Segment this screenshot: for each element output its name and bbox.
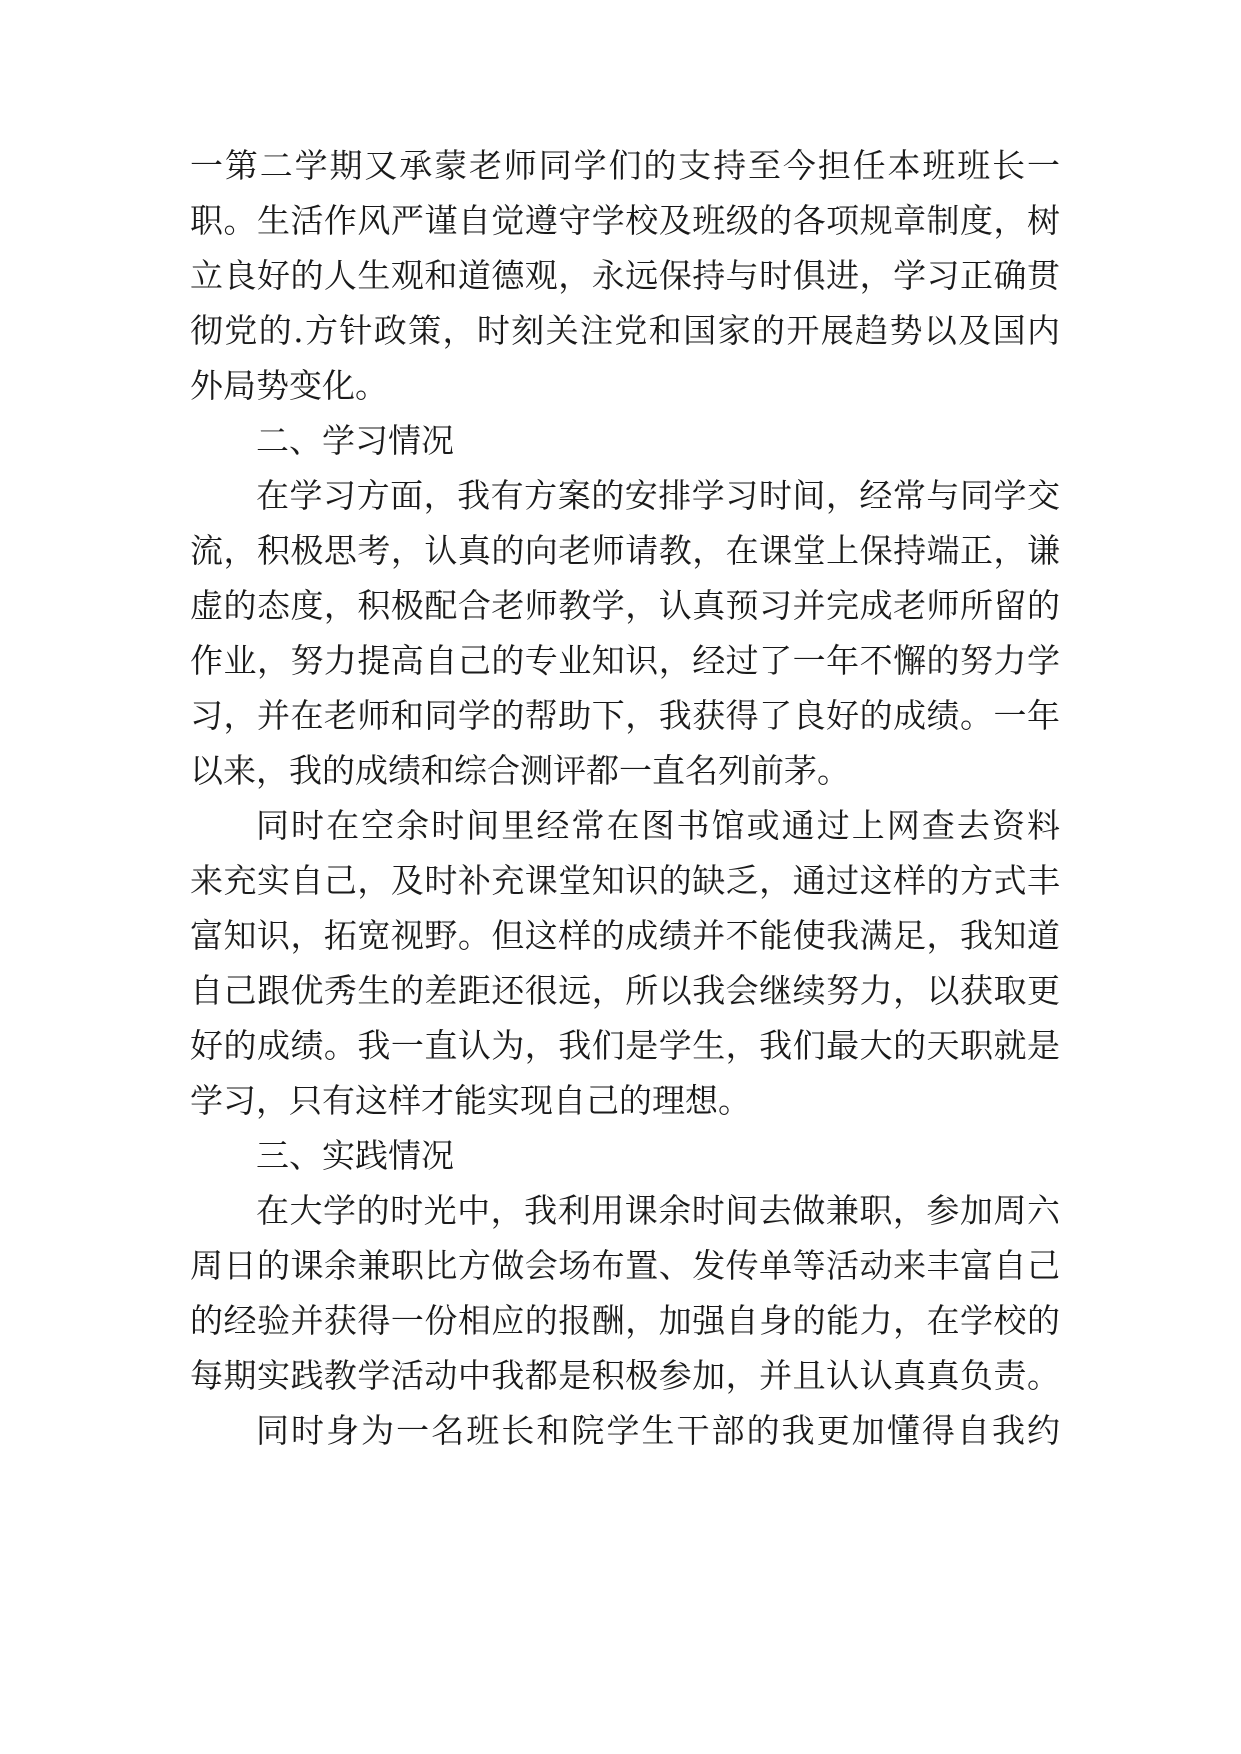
paragraph-3-line-5: 好的成绩。我一直认为，我们是学生，我们最大的天职就是 xyxy=(190,1026,1060,1065)
paragraph-4-line-1: 在大学的时光中，我利用课余时间去做兼职，参加周六 xyxy=(256,1191,1060,1230)
section-heading-practice: 三、实践情况 xyxy=(256,1136,454,1175)
paragraph-5-line-1: 同时身为一名班长和院学生干部的我更加懂得自我约 xyxy=(256,1411,1060,1450)
paragraph-3-line-1: 同时在空余时间里经常在图书馆或通过上网查去资料 xyxy=(256,806,1060,845)
paragraph-2-line-3: 虚的态度，积极配合老师教学，认真预习并完成老师所留的 xyxy=(190,586,1060,625)
paragraph-1-line-2: 职。生活作风严谨自觉遵守学校及班级的各项规章制度，树 xyxy=(190,201,1060,240)
paragraph-4-line-4: 每期实践教学活动中我都是积极参加，并且认认真真负责。 xyxy=(190,1356,1060,1395)
section-heading-study: 二、学习情况 xyxy=(256,421,454,460)
paragraph-2-line-1: 在学习方面，我有方案的安排学习时间，经常与同学交 xyxy=(256,476,1060,515)
paragraph-1-line-4: 彻党的.方针政策，时刻关注党和国家的开展趋势以及国内 xyxy=(190,311,1060,350)
paragraph-2-line-2: 流，积极思考，认真的向老师请教，在课堂上保持端正，谦 xyxy=(190,531,1060,570)
paragraph-1-line-5: 外局势变化。 xyxy=(190,366,388,405)
paragraph-2-line-5: 习，并在老师和同学的帮助下，我获得了良好的成绩。一年 xyxy=(190,696,1060,735)
paragraph-2-line-4: 作业，努力提高自己的专业知识，经过了一年不懈的努力学 xyxy=(190,641,1060,680)
paragraph-4-line-3: 的经验并获得一份相应的报酬，加强自身的能力，在学校的 xyxy=(190,1301,1060,1340)
paragraph-2-line-6: 以来，我的成绩和综合测评都一直名列前茅。 xyxy=(190,751,850,790)
paragraph-3-line-2: 来充实自己，及时补充课堂知识的缺乏，通过这样的方式丰 xyxy=(190,861,1060,900)
paragraph-3-line-3: 富知识，拓宽视野。但这样的成绩并不能使我满足，我知道 xyxy=(190,916,1060,955)
paragraph-1-line-1: 一第二学期又承蒙老师同学们的支持至今担任本班班长一 xyxy=(190,146,1060,185)
paragraph-4-line-2: 周日的课余兼职比方做会场布置、发传单等活动来丰富自己 xyxy=(190,1246,1060,1285)
paragraph-3-line-4: 自己跟优秀生的差距还很远，所以我会继续努力，以获取更 xyxy=(190,971,1060,1010)
paragraph-1-line-3: 立良好的人生观和道德观，永远保持与时俱进，学习正确贯 xyxy=(190,256,1060,295)
paragraph-3-line-6: 学习，只有这样才能实现自己的理想。 xyxy=(190,1081,751,1120)
